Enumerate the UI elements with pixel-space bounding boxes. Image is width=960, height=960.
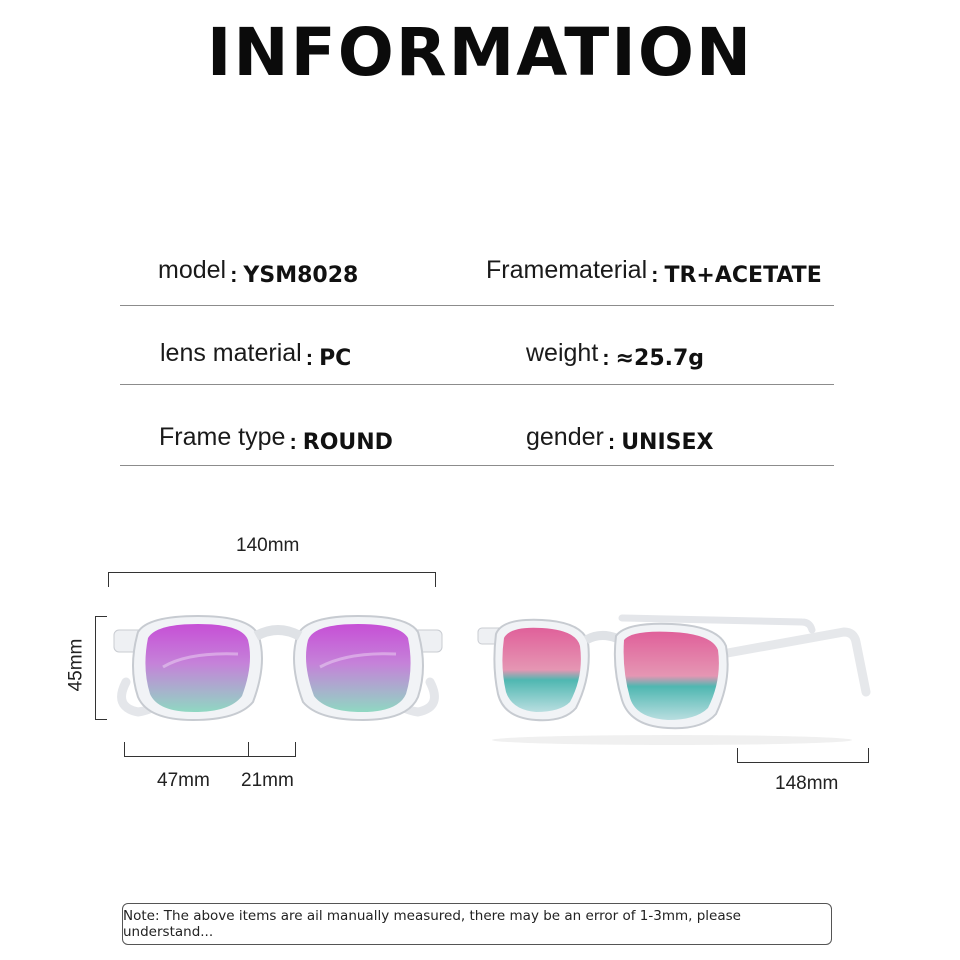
- divider: [120, 465, 834, 466]
- spec-frame-type: [159, 423, 393, 455]
- spec-label: Frame type: [159, 423, 286, 451]
- glasses-front-view: [108, 612, 448, 722]
- temple-length-line: [737, 762, 869, 763]
- spec-separator: :: [651, 262, 659, 287]
- lens-width-label: 47mm: [157, 770, 210, 791]
- measurement-note-text: Note: The above items are ail manually measured, there may be an error of 1-3mm, please understand...: [123, 908, 741, 940]
- spec-separator: :: [289, 429, 297, 454]
- spec-separator: :: [602, 345, 610, 370]
- total-width-line: [108, 572, 436, 573]
- total-width-tick-right: [435, 572, 436, 587]
- spec-label: lens material: [160, 339, 302, 367]
- spec-value: ROUND: [302, 430, 393, 455]
- divider: [120, 384, 834, 385]
- spec-row-1: [120, 236, 834, 306]
- spec-separator: :: [230, 262, 238, 287]
- spec-label: model: [158, 256, 227, 284]
- bridge-tick-right: [295, 742, 296, 757]
- height-line: [95, 616, 96, 720]
- spec-value: UNISEX: [621, 430, 714, 455]
- measurement-note: [122, 903, 832, 945]
- spec-value: YSM8028: [243, 263, 359, 288]
- temple-length-label: 148mm: [775, 773, 839, 794]
- height-tick-top: [95, 616, 107, 617]
- page-title: INFORMATION: [206, 14, 754, 91]
- bridge-tick-left: [248, 742, 249, 757]
- spec-label: weight: [526, 339, 599, 367]
- spec-label: gender: [526, 423, 604, 451]
- spec-row-3: [120, 396, 834, 466]
- temple-length-tick-left: [737, 748, 738, 763]
- total-width-label: 140mm: [236, 535, 300, 556]
- spec-frame-material: [486, 256, 822, 288]
- lens-width-line: [124, 756, 296, 757]
- spec-gender: [526, 423, 714, 455]
- spec-row-2: [120, 315, 834, 385]
- glasses-angled-view: [472, 606, 882, 746]
- spec-label: Framematerial: [486, 256, 648, 284]
- total-width-tick-left: [108, 572, 109, 587]
- spec-lens-material: [160, 339, 352, 371]
- spec-separator: :: [607, 429, 616, 454]
- spec-model: [158, 256, 359, 288]
- spec-separator: :: [305, 345, 314, 370]
- bridge-label: 21mm: [241, 770, 294, 791]
- spec-weight: [526, 339, 705, 371]
- spec-value: ≈25.7g: [615, 346, 705, 371]
- temple-length-tick-right: [868, 748, 869, 763]
- height-label: 45mm: [65, 638, 87, 692]
- spec-value: TR+ACETATE: [664, 263, 822, 288]
- spec-value: PC: [319, 346, 352, 371]
- lens-width-tick-left: [124, 742, 125, 757]
- height-tick-bottom: [95, 719, 107, 720]
- divider: [120, 305, 834, 306]
